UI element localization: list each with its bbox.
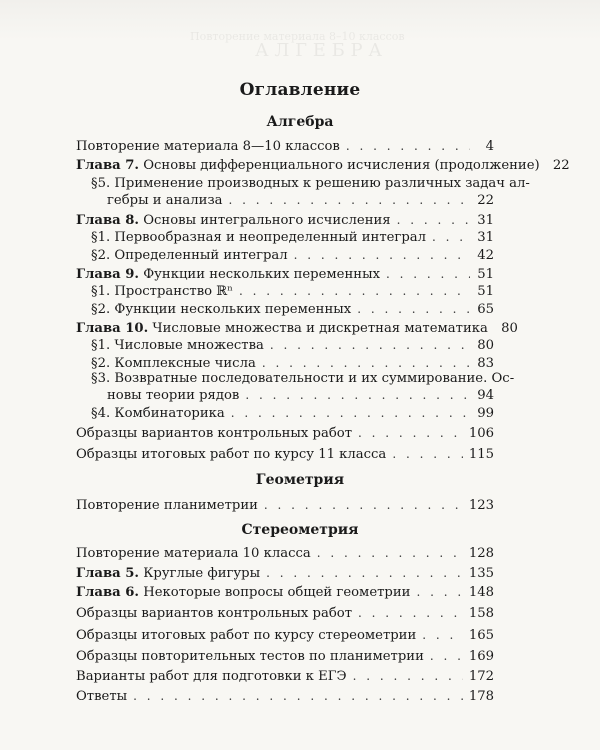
toc-entry-text: Повторение планиметрии (76, 498, 258, 513)
section-label: §2. (91, 248, 111, 263)
toc-page-number: 148 (468, 585, 494, 600)
toc-entry-text: Повторение материала 10 класса (76, 546, 311, 561)
toc-entry-text-continued: новы теории рядов (107, 388, 240, 403)
toc-entry[interactable] (91, 283, 494, 300)
toc-entry[interactable] (76, 605, 494, 622)
toc-page-number: 128 (468, 546, 494, 561)
toc-page-number: 4 (485, 139, 494, 154)
toc-entry[interactable] (76, 565, 494, 582)
leader-dots (358, 425, 463, 441)
toc-page-number: 51 (477, 284, 494, 299)
section-label: §5. (91, 176, 111, 191)
section-label: §2. (91, 356, 111, 371)
toc-entry[interactable] (76, 627, 494, 644)
chapter-label: Глава 6. (76, 585, 140, 600)
toc-page-number: 80 (477, 338, 494, 353)
section-label: §2. (91, 302, 111, 317)
toc-entry-text: Функции нескольких переменных (114, 302, 352, 317)
toc-page-number: 42 (477, 248, 494, 263)
leader-dots (358, 605, 463, 621)
leader-dots (422, 627, 463, 643)
toc-entry[interactable] (76, 212, 494, 229)
toc-entry-text: Применение производных к решению различных задач ал- (114, 176, 530, 191)
toc-entry[interactable] (91, 371, 515, 404)
toc-page-number: 106 (468, 426, 494, 441)
toc-entry[interactable] (76, 157, 570, 174)
toc-entry[interactable] (76, 320, 518, 337)
toc-page-number: 22 (552, 158, 570, 173)
toc-entry-text: Образцы повторительных тестов по планиметрии (76, 649, 424, 664)
toc-entry[interactable] (76, 425, 494, 442)
chapter-label: Глава 8. (76, 213, 140, 228)
toc-entry[interactable] (76, 545, 494, 562)
toc-entry-text: Повторение материала 8—10 классов (76, 139, 340, 154)
toc-page-number: 22 (477, 193, 494, 208)
toc-entry-text: Комбинаторика (114, 406, 225, 421)
toc-entry[interactable] (76, 648, 494, 665)
toc-page-number: 158 (468, 606, 494, 621)
leader-dots (353, 668, 463, 684)
toc-page-number: 165 (468, 628, 494, 643)
leader-dots (231, 405, 470, 421)
leader-dots (294, 247, 470, 263)
toc-entry-text: Образцы итоговых работ по курсу 11 класса (76, 447, 387, 462)
toc-page-number: 178 (468, 689, 494, 704)
leader-dots (262, 355, 470, 371)
toc-page-number: 172 (468, 669, 494, 684)
toc-entry[interactable] (91, 355, 494, 372)
toc-page-number: 99 (477, 406, 494, 421)
toc-entry[interactable] (76, 584, 494, 601)
toc-entry-text: Круглые фигуры (143, 566, 261, 581)
toc-page-number: 94 (477, 388, 494, 403)
toc-entry-text: Основы дифференциального исчисления (продолжение) (143, 158, 540, 173)
toc-page-number: 83 (477, 356, 494, 371)
toc-page-number: 31 (477, 230, 494, 245)
toc-entry[interactable] (76, 497, 494, 514)
toc-entry-text: Образцы вариантов контрольных работ (76, 426, 353, 441)
toc-page-number: 80 (501, 321, 518, 336)
section-label: §1. (91, 230, 111, 245)
leader-dots (245, 387, 470, 403)
section-label: §3. (91, 371, 111, 386)
leader-dots (430, 648, 463, 664)
leader-dots (416, 584, 462, 600)
toc-entry[interactable] (91, 176, 530, 209)
chapter-label: Глава 9. (76, 267, 140, 282)
toc-page-number: 31 (477, 213, 494, 228)
toc-entry-text: Определенный интеграл (114, 248, 288, 263)
toc-entry[interactable] (91, 405, 494, 422)
toc-entry-text: Первообразная и неопределенный интеграл (114, 230, 427, 245)
section-label: §1. (91, 284, 111, 299)
chapter-label: Глава 7. (76, 158, 140, 173)
toc-page-number: 169 (468, 649, 494, 664)
section-label: §4. (91, 406, 111, 421)
toc-entry[interactable] (76, 266, 494, 283)
toc-entry-text: Функции нескольких переменных (143, 267, 381, 282)
leader-dots (317, 545, 463, 561)
leader-dots (229, 192, 470, 208)
toc-page-number: 115 (468, 447, 494, 462)
chapter-label: Глава 10. (76, 321, 149, 336)
toc-entry-text-continued: гебры и анализа (107, 193, 223, 208)
section-geometry: Геометрия (255, 472, 345, 488)
toc-entry[interactable] (91, 247, 494, 264)
leader-dots (266, 565, 463, 581)
section-algebra: Алгебра (266, 114, 334, 130)
toc-entry-text: Образцы итоговых работ по курсу стереометрии (76, 628, 417, 643)
bleed-through-heading: А Л Г Е Б Р А (255, 40, 383, 61)
toc-entry-text: Ответы (76, 689, 128, 704)
section-stereometry: Стереометрия (241, 522, 359, 538)
chapter-label: Глава 5. (76, 566, 140, 581)
leader-dots (392, 446, 463, 462)
section-label: §1. (91, 338, 111, 353)
leader-dots (386, 266, 470, 282)
toc-entry-text: Некоторые вопросы общей геометрии (143, 585, 411, 600)
toc-entry-text: Основы интегрального исчисления (143, 213, 391, 228)
toc-entry[interactable] (91, 337, 494, 354)
toc-entry-text: Возвратные последовательности и их суммирование. Ос- (114, 371, 515, 386)
leader-dots (239, 283, 470, 299)
leader-dots (264, 497, 463, 513)
toc-page-number: 135 (468, 566, 494, 581)
toc-entry-text: Пространство ℝⁿ (114, 284, 233, 299)
toc-entry[interactable] (76, 688, 494, 705)
toc-page-number: 123 (468, 498, 494, 513)
toc-entry-text: Образцы вариантов контрольных работ (76, 606, 353, 621)
toc-entry[interactable] (91, 301, 494, 318)
page-title: Оглавление (239, 80, 361, 100)
leader-dots (346, 138, 470, 154)
leader-dots (432, 229, 470, 245)
toc-entry[interactable] (91, 229, 494, 246)
leader-dots (270, 337, 470, 353)
toc-entry[interactable] (76, 668, 494, 685)
toc-page-number: 65 (477, 302, 494, 317)
toc-entry[interactable] (76, 446, 494, 463)
bleed-through-header: Повторение материала 8–10 классов (190, 30, 405, 43)
toc-entry-text: Комплексные числа (114, 356, 256, 371)
leader-dots (357, 301, 470, 317)
toc-entry[interactable] (76, 138, 494, 155)
toc-entry-text: Числовые множества и дискретная математика (152, 321, 488, 336)
leader-dots (397, 212, 470, 228)
toc-page-number: 51 (477, 267, 494, 282)
toc-entry-text: Варианты работ для подготовки к ЕГЭ (76, 669, 347, 684)
leader-dots (133, 688, 463, 704)
toc-entry-text: Числовые множества (114, 338, 264, 353)
